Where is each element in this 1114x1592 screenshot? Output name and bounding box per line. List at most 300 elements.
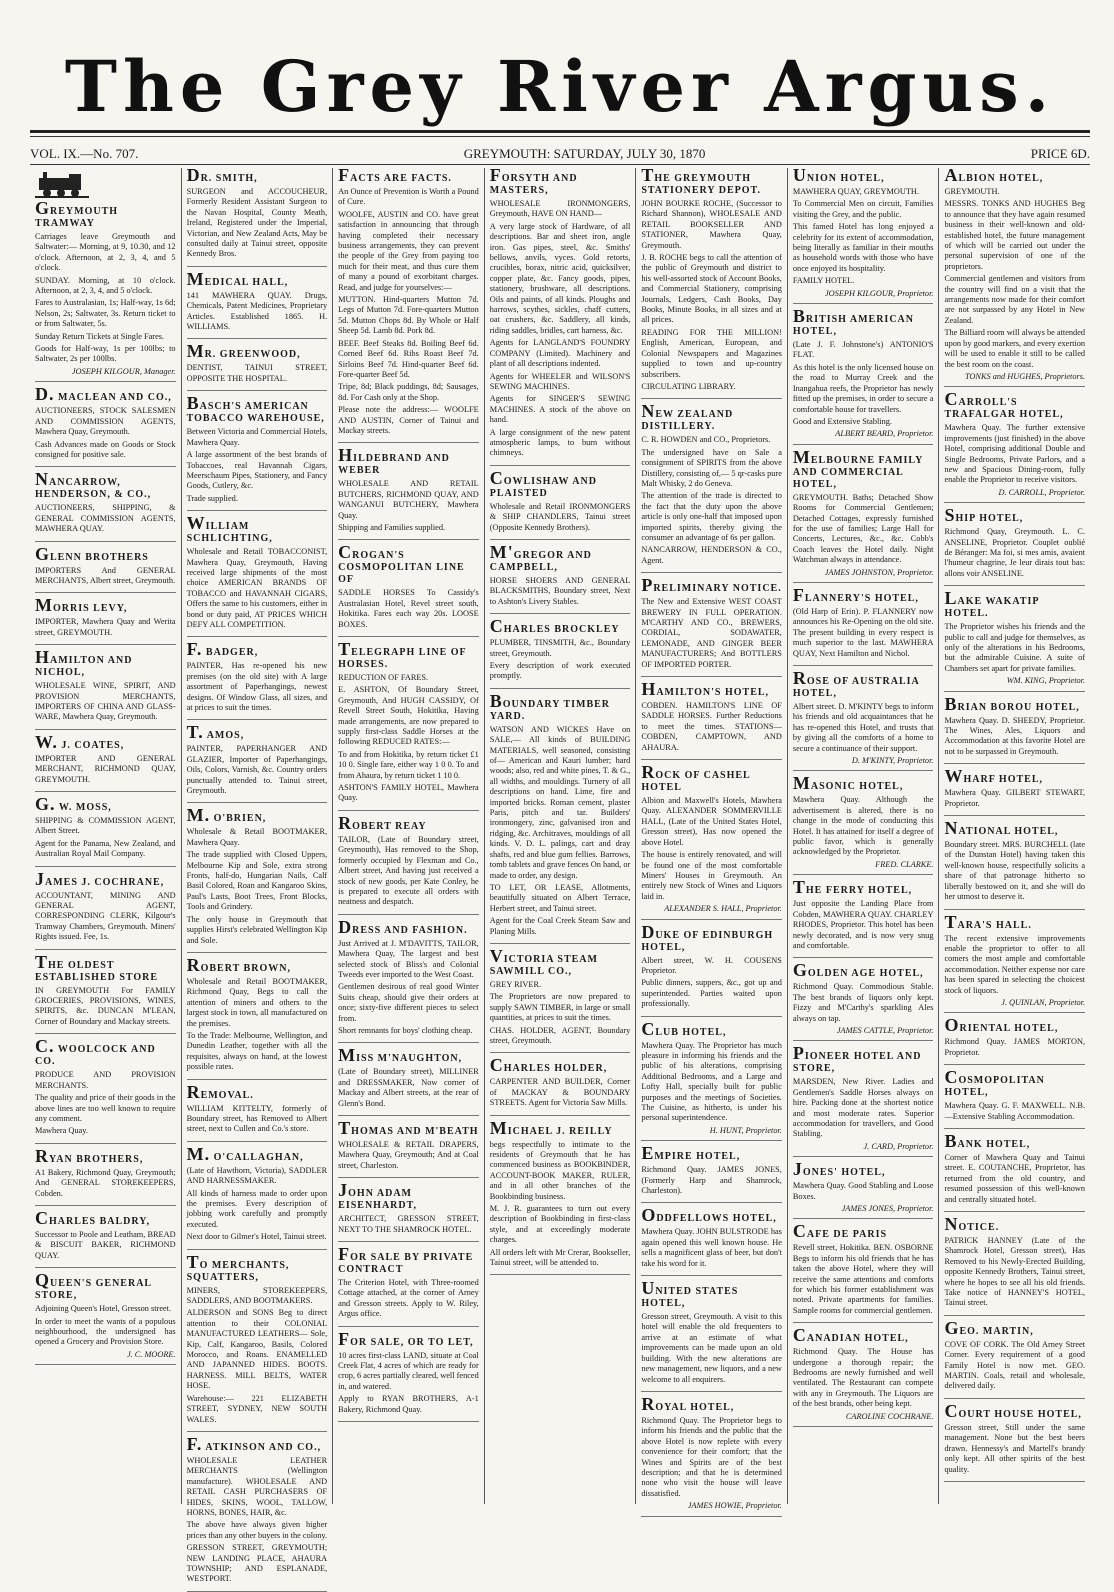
advertisement-heading: ROYAL HOTEL, (641, 1393, 735, 1414)
advertisement-heading: BRIAN BOROU HOTEL, (944, 693, 1080, 714)
advertisement (489, 467, 631, 540)
advertisement-body (35, 891, 176, 943)
advertisement (944, 911, 1086, 1014)
advertisement (35, 868, 176, 950)
advertisement-heading: CROGAN'S COSMOPOLITAN LINE OF (338, 542, 465, 586)
advertisement-signature: JAMES CATTLE, Proprietor. (836, 1025, 934, 1035)
advertisement (186, 165, 328, 267)
advertisement-heading: THE FERRY HOTEL, (792, 877, 913, 898)
advertisement-paragraph: Richmond Quay. JAMES JONES, (Formerly Harp and Shamrock, Charleston). (641, 1165, 782, 1196)
advertisement-signature: JOSEPH KILGOUR, Proprietor. (825, 288, 934, 298)
advertisement (489, 165, 631, 466)
advertisement-paragraph: PRODUCE AND PROVISION MERCHANTS. (35, 1070, 176, 1090)
advertisement-heading: ROSE OF AUSTRALIA HOTEL, (792, 668, 920, 699)
advertisement-paragraph: M. J. R. guarantees to turn out every description of Bookbinding in first-class style, and at exceedingly moderate charges. (489, 1204, 631, 1245)
advertisement (186, 1251, 328, 1432)
advertisement-paragraph: SURGEON and ACCOUCHEUR, Formerly Resident Assistant Surgeon to the Navan Hospital, County Meath, Ireland, Registered under the Imperial, Victorian, and New Zealand Acts, May be consulted daily at Tainui street, opposite Kennedy Bros. (186, 187, 328, 259)
advertisement-signature: WM. KING, Proprietor. (1006, 676, 1086, 686)
advertisement-signature: JAMES JONES, Proprietor. (841, 1204, 934, 1213)
advertisement-paragraph: The only house in Greymouth that supplies Hirst's celebrated Wellington Kip and Sole. (186, 914, 328, 945)
advertisement-paragraph: WHOLESALE & RETAIL DRAPERS, Mawhera Quay, Greymouth; And at Coal street, Charleston. (338, 1140, 479, 1170)
advertisement-heading: THOMAS AND M'BEATH (338, 1118, 479, 1138)
advertisement-paragraph: COVE OF CORK. The Old Arney Street Corner. Every requirement of a good Family Hotel is now met. GEO. MARTIN. Coals, retail and wholesale, delivered daily. (944, 1339, 1086, 1391)
advertisement (338, 165, 479, 443)
advertisement-body (641, 199, 782, 392)
advertisement-body (641, 956, 782, 1010)
advertisement-paragraph: GRESSON STREET, GREYMOUTH; NEW LANDING PLACE, AHAURA TOWNSHIP; AND ESPLANADE, WESTPORT. (186, 1543, 328, 1584)
advertisement-paragraph: Mawhera Quay. D. SHEEDY, Proprietor. The Wines, Ales, Liquors and Accommodation at this favorite Hotel are not to be surpassed in Greymouth. (944, 715, 1086, 756)
masthead (30, 45, 1090, 128)
advertisement-paragraph: As this hotel is the only licensed house on the road to Murray Creek and the Inangahua reefs, the Proprietor has newly fitted up the premises, in order to secure a comfortable house for travellers. (792, 362, 934, 414)
advertisement-body (35, 1168, 176, 1199)
advertisement-heading: G. W. MOSS, (35, 794, 112, 814)
advertisement-heading: ROCK OF CASHEL HOTEL (641, 762, 751, 794)
advertisement-paragraph: REDUCTION OF FARES. (338, 673, 429, 682)
advertisement-heading: FACTS ARE FACTS. (338, 165, 452, 185)
advertisement-paragraph: begs respectfully to intimate to the residents of Greymouth that he has commenced business as BOOKBINDER, ACCOUNT-BOOK MAKER, RULER, and in all other branches of the Bookbinding business. (489, 1139, 631, 1201)
advertisement-body (35, 1070, 176, 1136)
advertisement-paragraph: Wholesale and Retail IRONMONGERS & SHIP CHANDLERS, Tainui street (Opposite Kennedy Brothers). (489, 501, 631, 532)
advertisement-body (944, 1423, 1085, 1475)
advertisement (338, 639, 479, 811)
advertisement-body (490, 1140, 631, 1269)
advertisement (641, 575, 782, 677)
advertisement-body (35, 406, 176, 460)
advertisement-heading: FOR SALE, OR TO LET, (338, 1328, 474, 1349)
advertisement-paragraph: SUNDAY. Morning, at 10 o'clock. Afternoon, at 2, 3, 4, and 5 o'clock. (35, 275, 176, 296)
advertisement-heading: JOHN ADAM EISENHARDT, (338, 1180, 418, 1212)
advertisement-signature: ALBERT BEARD, Proprietor. (835, 429, 934, 439)
advertisement-paragraph: WHOLESALE WINE, SPIRIT, AND PROVISION MERCHANTS, IMPORTERS OF CHINA AND GLASS-WARE, Mawhera Quay, Greymouth. (35, 681, 176, 722)
advertisement (944, 766, 1086, 816)
advertisement-paragraph: Revell street, Hokitika. BEN. OSBORNE Begs to inform his old friends that he has taken the above Hotel, where they will receive the same attentions and comforts for which his former establishment was noted. Private apartments for families. Sample rooms for commercial gentlemen. (792, 1243, 934, 1315)
advertisement-body (35, 566, 176, 587)
advertisement-body (187, 1104, 328, 1135)
advertisement-paragraph: FAMILY HOTEL. (792, 276, 855, 286)
advertisement (792, 960, 934, 1041)
advertisement-body (187, 1166, 328, 1243)
advertisement-paragraph: Richmond Quay. JAMES MORTON, Proprietor. (944, 1037, 1086, 1057)
advertisement-body (641, 701, 782, 753)
advertisement-body (641, 1416, 782, 1499)
advertisement-signature: J. CARD, Proprietor. (863, 1141, 934, 1151)
advertisement-body (187, 827, 328, 945)
advertisement (641, 165, 782, 399)
advertisement-paragraph: To the Trade: Melbourne, Wellington, and Dunedin Leather, together with all the requisites, always on hand, at the lowest possible rates. (186, 1030, 328, 1072)
advertisement (944, 693, 1086, 765)
advertisement-paragraph: Carriages leave Greymouth and Saltwater:— Morning, at 9, 10.30, and 12 o'clock. Afternoon, at 2, 3, 4, and 5 o'clock. (35, 232, 176, 273)
advertisement-heading: CANADIAN HOTEL, (792, 1325, 909, 1346)
advertisement-paragraph: 141 MAWHERA QUAY. Drugs, Chemicals, Patent Medicines, Proprietary Articles. Established 1865. H. WILLIAMS. (186, 290, 328, 332)
advertisement (489, 1055, 631, 1115)
advertisement (944, 1130, 1086, 1212)
advertisement-heading: CHARLES HOLDER, (489, 1055, 608, 1076)
advertisement-body (793, 702, 934, 754)
advertisement (944, 588, 1086, 691)
advertisement-paragraph: Shipping and Families supplied. (338, 522, 446, 532)
advertisement-paragraph: Agents for SINGER'S SEWING MACHINES. A stock of the above on hand. (489, 394, 631, 425)
advertisement-paragraph: CIRCULATING LIBRARY. (641, 381, 736, 391)
place-and-date: GREYMOUTH: SATURDAY, JULY 30, 1870 (463, 146, 706, 161)
advertisement (792, 1043, 934, 1157)
advertisement-paragraph: READING FOR THE MILLION! English, American, European, and Colonial Newspapers and Magazines supplied to town and up-country subscribers. (641, 327, 782, 379)
advertisement (35, 647, 176, 730)
advertisement-heading: DUKE OF EDINBURGH HOTEL, (641, 921, 774, 953)
advertisement-body (490, 725, 631, 937)
advertisement-body (490, 1077, 631, 1108)
advertisement-body (338, 187, 479, 436)
advertisement-heading: COSMOPOLITAN HOTEL, (944, 1067, 1045, 1099)
advertisement-paragraph: Mawhera Quay. GILBERT STEWART, Proprietor. (944, 788, 1086, 808)
advertisement-paragraph: Agents for WHEELER and WILSON'S SEWING MACHINES. (489, 371, 631, 391)
advertisement-paragraph: AUCTIONEERS, SHIPPING, & GENERAL COMMISSION AGENTS, MAWHERA QUAY. (35, 503, 176, 534)
advertisement-heading: M'GREGOR AND CAMPBELL, (489, 541, 592, 573)
advertisement-body (35, 1304, 176, 1348)
advertisement-paragraph: Mawhera Quay. Although the advertisement is altered, there is no change in the mode of conducting this Hotel. It has attained for itself a degree of public favor, which is generally acknowledged by the Proprietor. (792, 795, 934, 857)
advertisement-paragraph: PAINTER, PAPERHANGER AND GLAZIER, Importer of Paperhangings, Oils, Colors, Varnish, &c. Country orders punctually attended to. Tainui street, Greymouth. (186, 744, 328, 796)
advertisement-body (338, 1214, 479, 1235)
advertisement-paragraph: GREYMOUTH. (944, 187, 1000, 196)
advertisement-paragraph: SADDLE HORSES To Cassidy's Australasian Hotel, Revel street south, Hokitika. Fares each way 20s. LOOSE BOXES. (338, 588, 479, 629)
advertisement-signature: D. CARROLL, Proprietor. (998, 487, 1086, 497)
advertisement-body (35, 816, 176, 860)
advertisement (489, 616, 631, 689)
advertisement-body (944, 788, 1085, 809)
advertisement (641, 679, 782, 760)
advertisement-heading: C. WOOLCOCK AND CO. (35, 1036, 156, 1068)
advertisement-body (944, 1037, 1085, 1058)
advertisement-body (187, 547, 328, 630)
advertisement-heading: GOLDEN AGE HOTEL, (792, 960, 924, 981)
advertisement-paragraph: This famed Hotel has long enjoyed a celebrity for its extent of accommodation, being literally as familiar in their mouths as household words with those who have once enjoyed its hospitality. (792, 222, 934, 273)
column-3 (333, 165, 485, 1504)
advertisement (35, 1036, 176, 1143)
advertisement-paragraph: Good and Extensive Stabling. (792, 416, 892, 426)
advertisement-heading: HAMILTON AND NICHOL, (35, 647, 133, 679)
column-5 (636, 165, 788, 1511)
advertisement-body (35, 1230, 176, 1261)
advertisement-heading: MEDICAL HALL, (186, 268, 289, 289)
advertisement-body (35, 617, 176, 638)
advertisement-paragraph: Albion and Maxwell's Hotels, Mawhera Quay. ALEXANDER SOMMERVILLE HALL, (Late of the United States Hotel, Gresson street), Has now opened the above Hotel. (641, 796, 782, 847)
advertisement-paragraph: WHOLESALE AND RETAIL BUTCHERS, RICHMOND QUAY, AND WANGANUI BUTCHERY, Mawhera Quay. (338, 479, 479, 520)
advertisement-heading: QUEEN'S GENERAL STORE, (35, 1270, 152, 1302)
advertisement-body (35, 754, 176, 785)
advertisement-heading: NANCARROW, HENDERSON, & CO., (35, 469, 152, 501)
advertisement-heading: RYAN BROTHERS, (35, 1145, 144, 1166)
advertisement-body (944, 934, 1085, 996)
advertisement-heading: GLENN BROTHERS (35, 543, 149, 564)
advertisement-heading: M. O'BRIEN, (186, 805, 267, 826)
advertisement-body (944, 1340, 1085, 1392)
advertisement-heading: GREYMOUTH TRAMWAY (35, 198, 119, 229)
advertisement-paragraph: J. B. ROCHE begs to call the attention of the public of Greymouth and district to his well-assorted stock of Account Books, and Commercial Stationery, comprising Journals, Ledgers, Cash Books, Day Books, Minute Books, in all sizes and at all prices. (641, 253, 782, 325)
advertisement-paragraph: (Late of Hawthorn, Victoria), SADDLER AND HARNESSMAKER. (186, 1165, 328, 1186)
advertisement (944, 818, 1086, 909)
advertisement-body (490, 502, 631, 533)
advertisement-paragraph: ALDERSON and SONS Beg to direct attention to their COLONIAL MANUFACTURED LEATHERS— Sole, Kip, Calf, Kangaroo, Basils, Colored Morocco, and Roans. ENAMELLED AND JAPANNED HIDES. BOOTS. HARNESS. MILL BELTS, WATER HOSE. (186, 1308, 328, 1391)
advertisement-heading: HILDEBRAND AND WEBER (338, 445, 450, 477)
advertisement-paragraph: WHOLESALE IRONMONGERS, Greymouth, HAVE ON HAND— (489, 199, 631, 219)
advertisement-paragraph: In order to meet the wants of a populous neighbourhood, the undersigned has opened a Grocery and Provision Store. (35, 1316, 176, 1347)
advertisement-heading: BANK HOTEL, (944, 1130, 1031, 1151)
advertisement (35, 1145, 176, 1206)
advertisement-paragraph: ASHTON'S FAMILY HOTEL, Mawhera Quay. (338, 783, 479, 803)
advertisement-paragraph: Richmond Quay. The Proprietor begs to inform his friends and the public that the above Hotel is now replete with every convenience for their comfort; that the Wines and Spirits are of the best description; and that he is determined none who visit the house will leave dissatisfied. (641, 1415, 782, 1498)
advertisement-paragraph: AUCTIONEERS, STOCK SALESMEN AND COMMISSION AGENTS, Mawhera Quay, Greymouth. (35, 406, 176, 437)
advertisement-paragraph: WATSON AND WICKES Have on SALE,— All kinds of BUILDING MATERIALS, well seasoned, consisting of— American and Kauri lumber; hard woods; also, red and white pines, T. & G., all widths, and mouldings. Turnery of all descriptions on hand. Lime, fire and imported bricks. Roman cement, plaster Paris, pitch and tar. Builders' ironmongery, zinc, galvanised iron and ridging, &c. Architraves, mouldings of all kinds. V. D. L. palings, cart and dray shafts, red and blue gum fellies. Barrows, tomb tablets and grave fences On hand, or made to order, any design. (489, 724, 631, 880)
advertisement-body (944, 423, 1085, 485)
advertisement-body (944, 840, 1085, 902)
advertisement-body (490, 980, 631, 1046)
advertisement (944, 165, 1086, 387)
advertisement (944, 1317, 1086, 1399)
advertisement-paragraph: C. R. HOWDEN and CO., Proprietors. (641, 435, 771, 445)
advertisement-heading: F. ATKINSON AND CO., (186, 1433, 322, 1454)
advertisement-heading: CARROLL'S TRAFALGAR HOTEL, (944, 389, 1064, 421)
advertisement-paragraph: The trade supplied with Closed Uppers, Melbourne Kip and Sole, extra strong Fronts, half-do, Hungarian Nails, Calf Basil Colored, Roan and Kangaroo Skins, Paul's Lasts, Boot Trees, Front Blocks, Tools and Grindery. (186, 850, 328, 912)
advertisement-paragraph: A very large stock of Hardware, of all descriptions. Bar and sheet iron, angle iron. Gas pipes, steel, &c. Smiths' bellows, anvils, vyces. Gold retorts, crucibles, borax, nitric acid, quicksilver, copper plate, &c. Fancy goods, pipes, stationery, brushware, all descriptions. Oils and paints, of all kinds. Ploughs and harrows, scythes, sickles, chaff cutters, oat crushers, &c. Saddlery, all kinds, riding saddles, bridles, cart harness, &c. (489, 221, 631, 335)
advertisement-signature: TONKS and HUGHES, Proprietors. (964, 371, 1086, 381)
advertisement (641, 1393, 782, 1517)
advertisement-heading: VICTORIA STEAM SAWMILL CO., (489, 945, 598, 977)
advertisement-paragraph: Apply to RYAN BROTHERS, A-1 Bakery, Richmond Quay. (338, 1394, 479, 1414)
advertisement-heading: UNION HOTEL, (792, 165, 885, 185)
advertisement-paragraph: Mawhera Quay. The further extensive improvements (just finished) in the above Hotel, comprising additional Double and Single Bedrooms, Private Parlors, and a new and Spacious Dining-room, fully enable the Proprietor to receive visitors. (944, 423, 1086, 485)
advertisement-paragraph: Boundary street. MRS. BURCHELL (late of the Dunstan Hotel) having taken this well-known house, respectfully solicits a share of that patronage hitherto so liberally bestowed on it, and she will do her utmost to deserve it. (944, 840, 1086, 902)
advertisement-body (944, 1236, 1085, 1309)
advertisement-paragraph: MINERS, STOREKEEPERS, SADDLERS, AND BOOTMAKERS. (186, 1285, 328, 1306)
advertisement-paragraph: Public dinners, suppers, &c., got up and superintended. Parties waited upon professionally. (641, 978, 782, 1009)
advertisement-body (187, 1456, 328, 1585)
advertisement (338, 812, 479, 915)
advertisement-paragraph: BEEF. Beef Steaks 8d. Boiling Beef 6d. Corned Beef 6d. Ribs Roast Beef 7d. Sirloins Beef 7d. Hind-quarter Beef 6d. Fore-quarter Beef 5d. (338, 338, 479, 379)
advertisement-heading: WHARF HOTEL, (944, 766, 1043, 787)
advertisement-body (793, 187, 934, 287)
advertisement-heading: FORSYTH AND MASTERS, (489, 165, 578, 196)
advertisement (338, 1244, 479, 1327)
advertisement-paragraph: HORSE SHOERS AND GENERAL BLACKSMITHS, Boundary street, Next to Ashton's Livery Stables. (489, 575, 631, 606)
advertisement-paragraph: The Proprietor wishes his friends and the public to call and judge for themselves, as only of the alterations in his Bedrooms, but the admirable Cuisine. A suite of Chambers set apart for private families. (944, 622, 1086, 673)
advertisement-heading: MICHAEL J. REILLY (489, 1117, 613, 1138)
advertisement-signature: JAMES HOWIE, Proprietor. (687, 1501, 782, 1511)
advertisement-body (641, 1041, 782, 1124)
advertisement (186, 1081, 328, 1142)
advertisement-paragraph: A1 Bakery, Richmond Quay, Greymouth; And GENERAL STOREKEEPERS, Cobden. (35, 1167, 176, 1198)
advertisement-paragraph: MUTTON. Hind-quarters Mutton 7d. Legs of Mutton 7d. Fore-quarters Mutton 5d. Mutton Chops 8d. By Whole or Half Sheep 5d. Lamb 8d. Pork 8d. (338, 295, 479, 336)
advertisement-heading: BRITISH AMERICAN HOTEL, (792, 306, 914, 338)
advertisement-body (338, 1067, 479, 1109)
advertisement (641, 762, 782, 919)
column-2 (182, 165, 334, 1584)
advertisement (944, 1214, 1086, 1316)
advertisement-paragraph: A large consignment of the new patent atmospheric lamps, to burn without chimneys. (489, 427, 631, 458)
advertisement (338, 1118, 479, 1178)
advertisement-heading: D. MACLEAN AND CO., (35, 384, 172, 405)
advertisement-heading: MR. GREENWOOD, (186, 341, 301, 362)
advertisement-paragraph: COBDEN. HAMILTON'S LINE OF SADDLE HORSES. Further Reductions to meet the times. STATIONS—COBDEN, CAMPTOWN, AND AHAURA. (641, 701, 782, 752)
advertisement (792, 1325, 934, 1427)
advertisement-paragraph: Fares to Australasian, 1s; Half-way, 1s 6d; Nelson, 2s; Saltwater, 3s. Return ticket to or from Saltwater, 5s. (35, 298, 176, 329)
advertisement-body (35, 986, 176, 1028)
advertisement-heading: THE OLDEST ESTABLISHED STORE (35, 951, 159, 983)
advertisement-body (338, 479, 479, 533)
advertisement-paragraph: CARPENTER AND BUILDER, Corner of MACKAY & BOUNDARY STREETS. Agent for Victoria Saw Mills. (489, 1077, 631, 1108)
advertisement-heading: LAKE WAKATIP HOTEL. (944, 588, 1039, 620)
advertisement-paragraph: The undersigned have on Sale a consignment of SPIRITS from the above Distillery, consisting of,— 5 qr-casks pure Malt Whisky, 2 do Geneva. (641, 447, 782, 488)
advertisement (35, 1270, 176, 1365)
advertisement-body (35, 681, 176, 723)
advertisement-paragraph: The quality and price of their goods in the above lines are too well known to require any comment. (35, 1093, 176, 1123)
advertisement (338, 445, 479, 540)
advertisement (338, 542, 479, 637)
advertisement-heading: W. J. COATES, (35, 731, 125, 752)
advertisement-signature: H. HUNT, Proprietor. (709, 1125, 782, 1135)
advertisement-paragraph: Wholesale & Retail BOOTMAKER, Mawhera Quay. (186, 827, 328, 847)
advertisement-heading: MORRIS LEVY, (35, 595, 128, 616)
advertisement (35, 731, 176, 792)
advertisement-paragraph: TAILOR, (Late of Boundary street, Greymouth), Has removed to the Shop, formerly occupied by Flexman and Co., Albert street, And having just received a stock of new goods, per Kate Conley, he is prepared to execute all orders with neatness and despatch. (338, 834, 479, 907)
advertisement-heading: NATIONAL HOTEL, (944, 818, 1059, 839)
advertisement-body (641, 597, 782, 670)
advertisement-paragraph: Next door to Gilmer's Hotel, Tainui street. (186, 1232, 327, 1242)
advertisement-paragraph: Successor to Poole and Leatham, BREAD & BISCUIT BAKER, RICHMOND QUAY. (35, 1229, 176, 1260)
advertisement-paragraph: GREY RIVER. (489, 979, 542, 989)
advertisement-paragraph: Warehouse:— 221 ELIZABETH STREET, SYDNEY, NEW SOUTH WALES. (186, 1393, 328, 1424)
advertisement-heading: WILLIAM SCHLICHTING, (186, 513, 273, 545)
advertisement-paragraph: Adjoining Queen's Hotel, Gresson street. (35, 1304, 172, 1314)
dateline (30, 144, 1090, 164)
advertisement-body (187, 427, 328, 504)
advertisement (186, 1433, 328, 1592)
advertisement-paragraph: GREYMOUTH. Baths; Detached Show Rooms for Commercial Gentlemen; Detached Cottages, expressly furnished for the use of families; Large Hall for Concerts, Lectures, &c., &c. Cobb's Coach leaves the Hotel daily. Night Watchman always in attendance. (792, 492, 934, 565)
advertisement-paragraph: ARCHITECT, GRESSON STREET, NEXT TO THE SHAMROCK HOTEL. (338, 1214, 479, 1234)
advertisement (186, 722, 328, 803)
advertisement-heading: FLANNERY'S HOTEL, (792, 584, 919, 605)
advertisement-body (338, 835, 479, 908)
advertisement-heading: ORIENTAL HOTEL, (944, 1015, 1059, 1036)
advertisement-heading: BASCH'S AMERICAN TOBACCO WAREHOUSE, (186, 393, 325, 425)
advertisement-heading: COURT HOUSE HOTEL, (944, 1400, 1082, 1421)
advertisement-paragraph: 10 acres first-class LAND, situate at Coal Creek Flat, 4 acres of which are ready for crop, 6 acres partially cleared, well fenced in, and watered. (338, 1350, 479, 1391)
advertisement-paragraph: All kinds of harness made to order upon the premises. Every description of jobbing work carefully and promptly executed. (186, 1188, 328, 1229)
masthead-rule-bottom (30, 136, 1090, 137)
advertisement-body (944, 622, 1085, 674)
advertisement-body (944, 1153, 1085, 1205)
advertisement (186, 639, 328, 720)
column-1 (30, 168, 182, 1504)
column-7 (939, 165, 1090, 1504)
advertisement (35, 595, 176, 645)
masthead-title: The Grey River Argus. (64, 45, 1056, 128)
advertisement-heading: TO MERCHANTS, SQUATTERS, (186, 1251, 290, 1283)
advertisement-heading: CAFE DE PARIS (792, 1221, 888, 1242)
advertisement-body (338, 673, 479, 804)
advertisement-heading: SHIP HOTEL, (944, 505, 1024, 526)
advertisement-paragraph: Just opposite the Landing Place from Cobden, MAWHERA QUAY. CHARLEY RHODES, Proprietor. This hotel has been newly decorated, and is now very snug and comfortable. (792, 899, 934, 950)
advertisement-paragraph: IMPORTER AND GENERAL MERCHANT, RICHMOND QUAY, GREYMOUTH. (35, 753, 176, 784)
advertisement-body (793, 607, 934, 659)
advertisement-paragraph: NANCARROW, HENDERSON & CO., Agent. (641, 545, 782, 565)
advertisement (35, 794, 176, 867)
advertisement-body (187, 291, 328, 333)
advertisement-heading: THE GREYMOUTH STATIONERY DEPOT. (641, 165, 761, 196)
advertisement (489, 690, 631, 944)
advertisement (792, 1159, 934, 1219)
advertisement-body (187, 661, 328, 713)
advertisement (489, 945, 631, 1053)
advertisement (186, 513, 328, 637)
volume-number: VOL. IX.—No. 707. (30, 146, 139, 161)
advertisement-paragraph: (Old Harp of Erin). P. FLANNERY now announces his Re-Opening on the old site. The present building in every respect is much superior to the last. MAWHERA QUAY, Next Hamilton and Nichol. (792, 606, 934, 658)
advertisement-paragraph: Richmond Quay. Commodious Stable. The best brands of liquors only kept. Fizzy and M'Carthy's sparkling Ales always on tap. (792, 982, 934, 1023)
advertisement-paragraph: IN GREYMOUTH For FAMILY GROCERIES, PROVISIONS, WINES, SPIRITS, &c. DUNCAN M'LEAN, Corner of Boundary and Mackay streets. (35, 985, 176, 1026)
advertisement-body (187, 187, 328, 260)
advertisement-body (490, 576, 631, 607)
advertisement-paragraph: Sunday Return Tickets at Single Fares. (35, 331, 165, 341)
advertisement-heading: PIONEER HOTEL AND STORE, (792, 1043, 922, 1075)
advertisement-paragraph: The above have always given higher prices than any other buyers in the colony. (186, 1520, 328, 1540)
advertisement-heading: JAMES J. COCHRANE, (35, 868, 165, 889)
advertisement (338, 1045, 479, 1116)
advertisement-heading: CLUB HOTEL, (641, 1018, 727, 1039)
advertisement (641, 1143, 782, 1203)
advertisement-paragraph: (Late of Boundary street), MILLINER and DRESSMAKER, Now corner of Mackay and Albert streets, at the rear of Glenn's Bond. (338, 1067, 479, 1108)
advertisement-signature: J. QUINLAN, Proprietor. (1001, 997, 1086, 1007)
advertisement-body (187, 1286, 328, 1425)
advertisement-body (793, 1181, 934, 1202)
advertisement-signature: JAMES JOHNSTON, Proprietor. (824, 567, 934, 577)
advertisement-paragraph: Agent for the Coal Creek Steam Saw and Planing Mills. (489, 916, 631, 936)
advertisement-paragraph: Gresson street, Greymouth. A visit to this hotel will enable the old frequenters to arrive at an estimate of what improvements can be made upon an old building. With the new alterations are new management, new liquors, and a new welcome to all enquirers. (641, 1312, 782, 1384)
advertisement-body (187, 744, 328, 796)
column-6 (788, 165, 940, 1504)
advertisement-signature: CAROLINE COCHRANE. (845, 1411, 934, 1421)
advertisement-paragraph: IMPORTER, Mawhera Quay and Werita street, GREYMOUTH. (35, 617, 176, 637)
advertisement-paragraph: ACCOUNTANT, MINING AND GENERAL AGENT, CORRESPONDING CLERK, Kilgour's Tramway Chambers, Greymouth. Miners' Rights issued. Fee, 1s. (35, 890, 176, 942)
advertisement-paragraph: WILLIAM KITTELTY, formerly of Boundary street, has Removed to Albert street, next to Cullen and Co.'s store. (186, 1103, 328, 1134)
advertisement (186, 341, 328, 391)
advertisement (944, 505, 1086, 586)
advertisement (641, 1278, 782, 1392)
advertisement-body (944, 187, 1085, 370)
advertisement-heading: CHARLES BALDRY, (35, 1207, 151, 1228)
advertisement-paragraph: Tripe, 8d; Black puddings, 8d; Sausages, 8d. For Cash only at the Shop. (338, 382, 479, 402)
advertisement-paragraph: Cash Advances made on Goods or Stock consigned for positive sale. (35, 439, 176, 459)
advertisement-paragraph: Goods for Half-way, 1s per 100lbs; to Saltwater, 2s per 100lbs. (35, 344, 176, 364)
advertisement-paragraph: Gentlemen desirous of real good Winter Suits cheap, should give their orders at once; sixty-five different pieces to select from. (338, 982, 479, 1023)
advertisement-heading: MASONIC HOTEL, (792, 773, 904, 794)
advertisement-body (35, 232, 176, 365)
advertisement-paragraph: The house is entirely renovated, and will be found one of the most comfortable Miners' Houses in Greymouth. An entirely new Stock of Wines and Liquors laid in. (641, 850, 782, 901)
advertisement-paragraph: Corner of Mawhera Quay and Tainui street. E. COUTANCHE, Proprietor, has returned from the old country, and resumed possession of this well-known and centrally situated hotel. (944, 1152, 1086, 1204)
advertisement-heading: GEO. MARTIN, (944, 1317, 1034, 1338)
advertisement-paragraph: MESSRS. TONKS AND HUGHES Beg to announce that they have again resumed business in their well-known and old-established hotel, the future management of which will be carried out under the personal supervision of one of the proprietors. (944, 199, 1086, 271)
price: PRICE 6D. (1030, 146, 1090, 161)
advertisement-heading: UNITED STATES HOTEL, (641, 1278, 739, 1310)
advertisement-body (944, 527, 1085, 579)
advertisement-body (490, 199, 631, 459)
advertisement (944, 389, 1086, 503)
advertisement-paragraph: The Proprietors are now prepared to supply SAWN TIMBER, in large or small quantities, at prices to suit the times. (489, 992, 631, 1023)
advertisement-paragraph: Agents for LANGLAND'S FOUNDRY COMPANY (Limited). Machinery and plant of all descriptions indented. (489, 338, 631, 369)
advertisement-body (641, 796, 782, 902)
advertisement-signature: ALEXANDER S. HALL, Proprietor. (664, 904, 782, 914)
advertisement-paragraph: CHAS. HOLDER, AGENT, Boundary street, Greymouth. (489, 1025, 631, 1045)
advertisement-heading: TELEGRAPH LINE OF HORSES. (338, 639, 467, 670)
advertisement-paragraph: The Criterion Hotel, with Three-roomed Cottage attached, at the corner of Arney and Gresson streets. Apply to W. Riley, Argus office. (338, 1278, 479, 1319)
advertisement (792, 165, 934, 304)
